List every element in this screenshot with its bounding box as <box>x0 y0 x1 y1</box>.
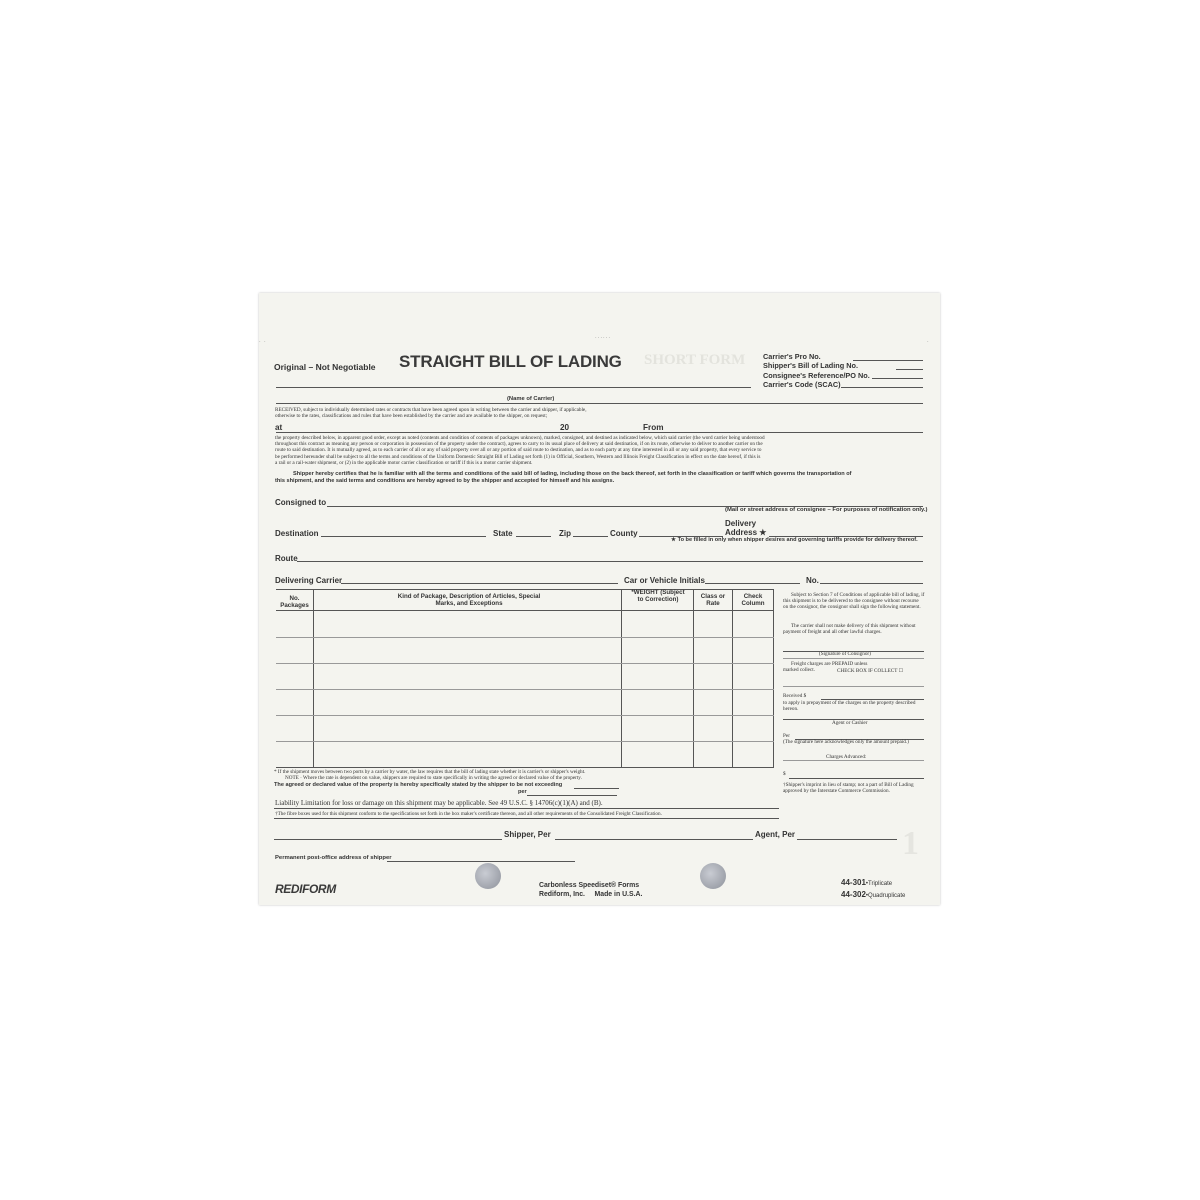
charges-advanced-field[interactable] <box>789 778 924 779</box>
zip-field[interactable] <box>573 536 608 537</box>
liability-text: Liability Limitation for loss or damage on this shipment may be applicable. See 49 U.S.C. § 14706(c)(1)(A) and (B). <box>275 799 603 807</box>
carrier-pro-label: Carrier's Pro No. <box>763 352 821 361</box>
col-class-header: Class or Rate <box>700 593 726 607</box>
car-no-field[interactable] <box>820 583 923 584</box>
col-kind-header: Kind of Package, Description of Articles, Special Marks, and Exceptions <box>397 593 541 607</box>
per-label: Per <box>783 733 790 739</box>
car-initials-field[interactable] <box>705 583 800 584</box>
per-text: per <box>518 789 527 795</box>
table-header-border <box>276 610 774 611</box>
table-top-border <box>276 589 774 590</box>
carbonless-label: Carbonless Speediset® Forms <box>539 882 640 889</box>
table-row-line[interactable] <box>276 715 774 716</box>
table-row-line[interactable] <box>276 637 774 638</box>
apply-prepayment-text: to apply in prepayment of the charges on the property described hereon. <box>783 700 916 713</box>
per-unit-field[interactable] <box>527 795 617 796</box>
consigned-to-label: Consigned to <box>275 498 327 507</box>
shipper-bol-label: Shipper's Bill of Lading No. <box>763 361 858 371</box>
perforation-mark: · · <box>259 339 267 345</box>
delivery-address-label: Delivery Address ★ <box>725 519 767 537</box>
carrier-code-label: Carrier's Code (SCAC) <box>763 380 841 390</box>
charges-advanced-label: Charges Advanced: <box>826 754 867 760</box>
state-field[interactable] <box>516 536 551 537</box>
punch-hole <box>475 863 501 889</box>
form-code-triplicate: 44-301•Triplicate <box>841 878 893 887</box>
section7-delivery-text: The carrier shall not make delivery of this shipment without payment of freight and all other lawful charges. <box>783 623 916 636</box>
section7-text: Subject to Section 7 of Conditions of applicable bill of lading, if this shipment is to be delivered to the consignee without recourse on the consignor, the consignor shall sign the following statement. <box>783 592 925 611</box>
reference-labels <box>763 352 870 390</box>
water-carrier-note: * If the shipment moves between two ports by a carrier by water, the law requires that the bill of lading state whether it is carrier's or shipper's weight. <box>274 769 586 775</box>
agent-cashier-label: Agent or Cashier <box>832 720 868 726</box>
imprint-note: †Shipper's imprint in lieu of stamp; not a part of Bill of Lading approved by the Interstate Commerce Commission. <box>783 782 914 795</box>
dollar-sign: $ <box>783 771 786 777</box>
perforation-mark: ······ <box>595 335 611 341</box>
perforation-mark: · <box>927 339 930 345</box>
agreed-value-field[interactable] <box>574 788 619 789</box>
at-from-field[interactable] <box>276 432 923 433</box>
agent-per-field[interactable] <box>797 839 897 840</box>
destination-field[interactable] <box>321 536 486 537</box>
zip-label: Zip <box>559 529 571 538</box>
name-of-carrier-label: (Name of Carrier) <box>507 396 555 402</box>
col-packages-header: No. Packages <box>280 595 309 609</box>
at-label: at <box>275 423 283 432</box>
form-subtitle: SHORT FORM <box>644 352 746 368</box>
shipper-per-field[interactable] <box>555 839 753 840</box>
carrier-name-field[interactable] <box>276 387 751 388</box>
car-initials-label: Car or Vehicle Initials <box>624 576 705 585</box>
signature-consignor-label: (Signature of Consignor) <box>819 651 871 657</box>
certification-text: Shipper hereby certifies that he is familiar with all the terms and conditions of the said bill of lading, including those on the back thereof, set forth in the classification or tariff which governs the transportation of this shipment, and the said terms and conditions are hereby agreed to by the shipper and accepted for himself and his assigns. <box>275 471 852 484</box>
bill-of-lading-form <box>259 293 940 905</box>
punch-hole <box>700 863 726 889</box>
divider <box>783 760 924 761</box>
rediform-inc-label: Rediform, Inc. Made in U.S.A. <box>539 891 643 898</box>
consignee-ref-field[interactable] <box>872 378 923 379</box>
star-note: ★ To be filled in only when shipper desires and governing tariffs provide for delivery thereof. <box>671 537 918 543</box>
destination-label: Destination <box>275 529 319 538</box>
col-weight-header: *WEIGHT (Subject to Correction) <box>631 589 685 603</box>
received-dollar-label: Received $ <box>783 693 807 699</box>
route-label: Route <box>275 554 298 563</box>
copy-number: 1 <box>902 825 919 862</box>
rediform-logo: REDIFORM <box>275 882 336 896</box>
original-label: Original – Not Negotiable <box>274 362 376 372</box>
delivering-carrier-field[interactable] <box>341 583 618 584</box>
table-bottom-border <box>276 767 774 768</box>
divider <box>274 818 779 819</box>
divider <box>783 658 924 659</box>
from-label: From <box>643 423 664 432</box>
year-label: 20 <box>560 423 570 432</box>
agent-per-label: Agent, Per <box>755 830 796 839</box>
shipper-per-label: Shipper, Per <box>504 830 551 839</box>
form-code-quadruplicate: 44-302•Quadruplicate <box>841 890 906 899</box>
table-row-line[interactable] <box>276 663 774 664</box>
delivering-carrier-label: Delivering Carrier <box>275 576 343 585</box>
collect-checkbox[interactable]: CHECK BOX IF COLLECT ☐ <box>837 668 904 674</box>
col-check-header: Check Column <box>741 593 765 607</box>
table-row-line[interactable] <box>276 741 774 742</box>
carrier-code-field[interactable] <box>841 387 923 388</box>
permanent-address-field[interactable] <box>387 861 575 862</box>
divider <box>783 686 924 687</box>
shipper-bol-field[interactable] <box>896 369 923 370</box>
signature-ack-text: (The signature here acknowledges only the amount prepaid.) <box>783 739 909 745</box>
received-text: RECEIVED, subject to individually determined rates or contracts that have been agreed upon in writing between the carrier and shipper, if applicable, otherwise to the rates, classifications and rules that have been established by the carrier and are available to the shipper, on request; <box>275 407 587 420</box>
route-field[interactable] <box>297 561 923 562</box>
freight-charges-text: Freight charges are PREPAID unless marked collect. <box>783 661 868 674</box>
county-label: County <box>610 529 638 538</box>
value-note: NOTE · Where the rate is dependent on value, shippers are required to state specifically in writing the agreed or declared value of the property. <box>285 775 582 781</box>
shipper-field[interactable] <box>274 839 502 840</box>
no-label: No. <box>806 576 819 585</box>
carrier-pro-field[interactable] <box>853 360 923 361</box>
divider <box>276 403 923 404</box>
consignee-ref-label: Consignee's Reference/PO No. <box>763 370 870 380</box>
state-label: State <box>493 529 513 538</box>
agreed-value-text: The agreed or declared value of the property is hereby specifically stated by the shipper to be not exceeding <box>274 782 563 788</box>
form-title: STRAIGHT BILL OF LADING <box>399 352 622 371</box>
permanent-address-label: Permanent post-office address of shipper <box>275 855 392 861</box>
terms-text: the property described below, in apparent good order, except as noted (contents and condition of contents of packages unknown), marked, consigned, and destined as indicated below, which said carrier (the word carrier being understood throughout this contract as meaning any person or corporation in possession of the property under the contract), agrees to carry to its usual place of delivery at said destination, if on its route, otherwise to deliver to another carrier on the route to said destination. It is mutually agreed, as to each carrier of all or any of said property over all or any portion of said route to destination, and as to each party at any time interested in all or any said property, that every service to be performed hereunder shall be subject to all the terms and conditions of the Uniform Domestic Straight Bill of Lading set forth (1) in Official, Southern, Western and Illinois Freight Classification in effect on the date hereof, if this is a rail or a rail-water shipment, or (2) in the applicable motor carrier classification or tariff if this is a motor carrier shipment. <box>275 435 765 466</box>
mail-note: (Mail or street address of consignee – For purposes of notification only.) <box>725 507 928 513</box>
table-row-line[interactable] <box>276 689 774 690</box>
divider <box>274 808 779 809</box>
fibre-box-note: †The fibre boxes used for this shipment conform to the specifications set forth in the box maker's certificate thereon, and all other requirements of the Consolidated Freight Classification. <box>275 811 662 817</box>
